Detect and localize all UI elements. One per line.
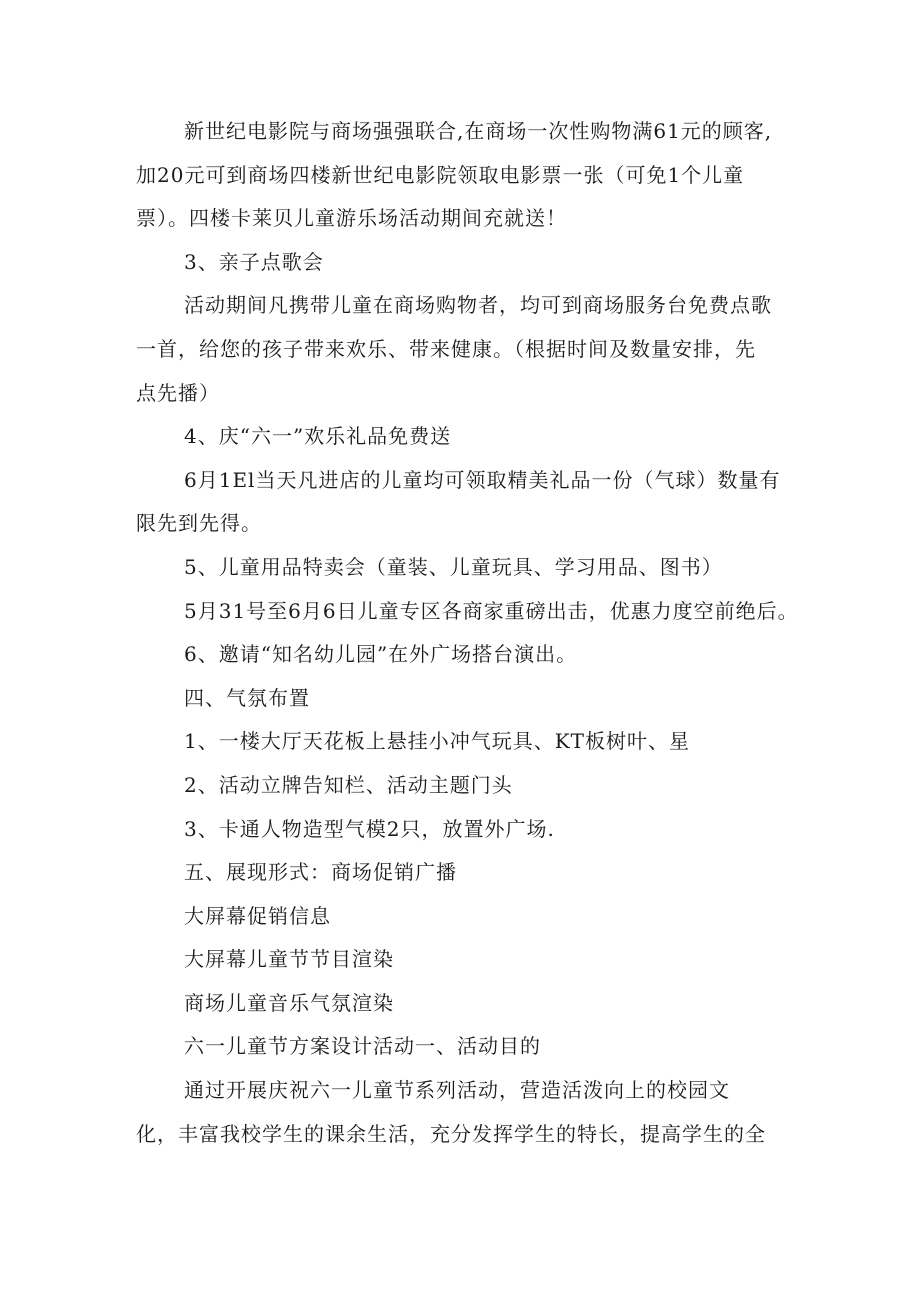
paragraph-line: 新世纪电影院与商场强强联合,在商场一次性购物满61元的顾客, [184, 119, 773, 143]
section-heading: 3、亲子点歌会 [184, 249, 324, 274]
section-heading: 六一儿童节方案设计活动一、活动目的 [184, 1034, 541, 1059]
list-item: 3、卡通人物造型气模2只，放置外广场. [184, 816, 555, 841]
section-heading: 四、气氛布置 [184, 685, 310, 710]
section-heading: 5、儿童用品特卖会（童装、儿童玩具、学习用品、图书） [184, 554, 723, 579]
paragraph-line: 加20元可到商场四楼新世纪电影院领取电影票一张（可免1个儿童 [136, 162, 745, 187]
list-item: 大屏幕儿童节节目渲染 [184, 947, 394, 972]
section-heading: 4、庆“六一”欢乐礼品免费送 [184, 424, 452, 449]
paragraph-line: 化，丰富我校学生的课余生活，充分发挥学生的特长，提高学生的全 [136, 1121, 766, 1146]
document-body [136, 110, 804, 1156]
paragraph-line: 6月1El当天凡进店的儿童均可领取精美礼品一份（气球）数量有 [184, 467, 781, 492]
paragraph-line: 一首，给您的孩子带来欢乐、带来健康。（根据时间及数量安排，先 [136, 336, 756, 361]
section-heading: 6、邀请“知名幼儿园”在外广场搭台演出。 [184, 642, 578, 667]
list-item: 2、活动立牌告知栏、活动主题门头 [184, 772, 513, 797]
paragraph-line: 5月31号至6月6日儿童专区各商家重磅出击，优惠力度空前绝后。 [184, 598, 799, 623]
paragraph-line: 活动期间凡携带儿童在商场购物者，均可到商场服务台免费点歌 [184, 293, 772, 318]
paragraph-line: 点先播） [136, 380, 220, 405]
list-item: 商场儿童音乐气氛渲染 [184, 990, 394, 1015]
list-item: 1、一楼大厅天花板上悬挂小冲气玩具、KT板树叶、星 [184, 729, 691, 754]
list-item: 大屏幕促销信息 [184, 903, 331, 928]
section-heading: 五、展现形式：商场促销广播 [184, 860, 457, 885]
paragraph-line: 限先到先得。 [136, 511, 262, 536]
paragraph-line: 通过开展庆祝六一儿童节系列活动，营造活泼向上的校园文 [184, 1078, 730, 1103]
paragraph-line: 票）。四楼卡莱贝儿童游乐场活动期间充就送！ [136, 206, 567, 231]
